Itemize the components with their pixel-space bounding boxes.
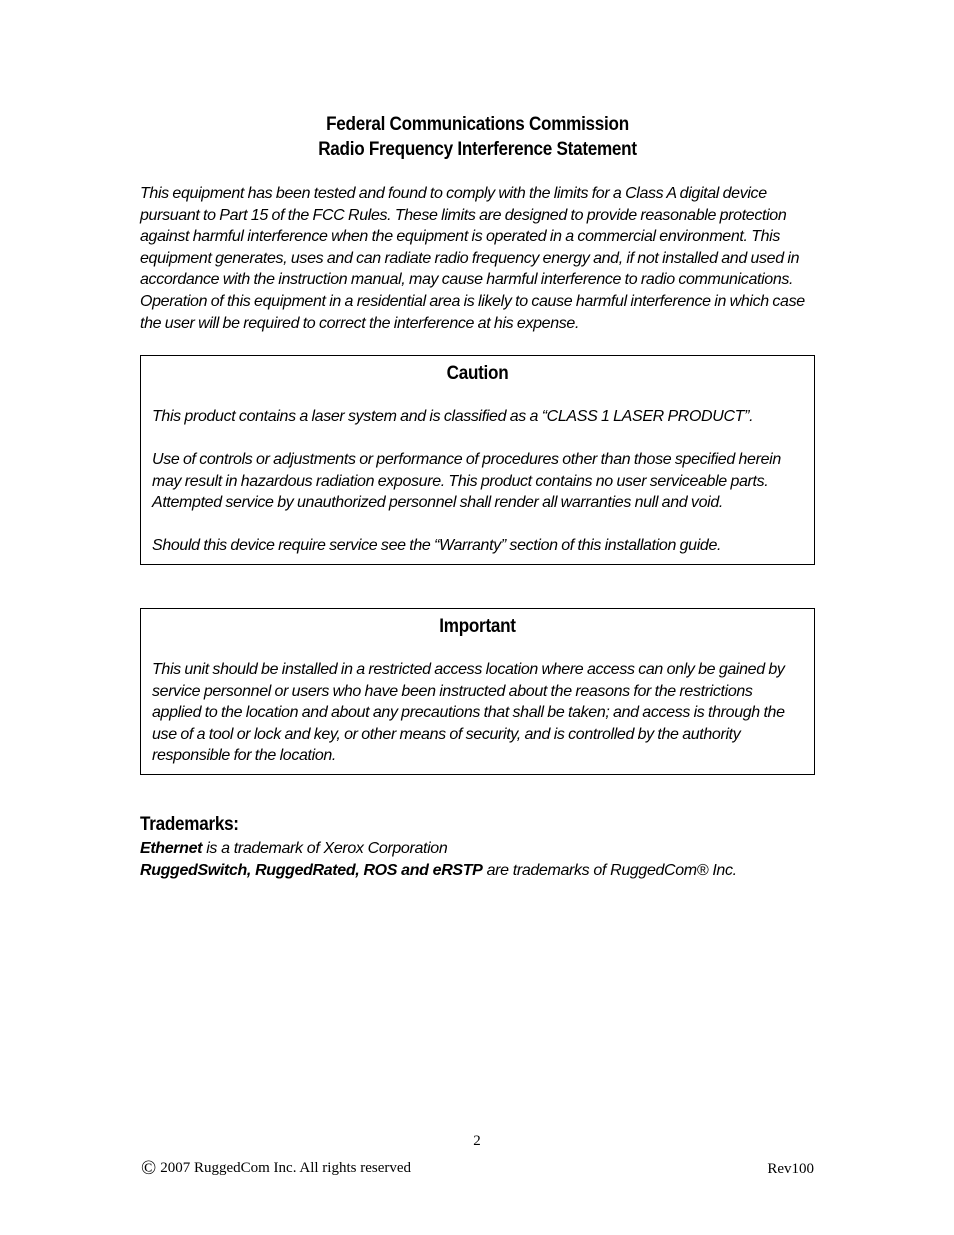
page-number: 2 (473, 1133, 481, 1149)
important-box (140, 608, 815, 775)
trademark-2-owner: are trademarks of RuggedCom® Inc. (482, 862, 737, 879)
trademark-1-name: Ethernet (140, 840, 203, 857)
important-paragraph: This unit should be installed in a restricted access location where access can only be gained by service personnel or users who have been instructed about the reasons for the restrictions applied to the location and about any precautions that shall be taken; and access is through the use of a tool or lock and key, or other means of security, and is controlled by the authority responsible for the location. (152, 661, 785, 764)
footer-copyright (141, 1157, 411, 1179)
copyright-icon: © (141, 1157, 157, 1179)
trademarks-heading: Trademarks: (140, 814, 239, 835)
fcc-statement-paragraph: This equipment has been tested and found to comply with the limits for a Class A digital device pursuant to Part 15 of the FCC Rules. These limits are designed to provide reasonable protection against harmful interference when the equipment is operated in a commercial environment. This equipment generates, uses and can radiate radio frequency energy and, if not installed and used in accordance with the instruction manual, may cause harmful interference to radio communications. Operation of this equipment in a residential area is likely to cause harmful interference in which case the user will be required to correct the interference at his expense. (140, 185, 805, 332)
caution-box (140, 355, 815, 565)
caution-paragraph-2: Use of controls or adjustments or performance of procedures other than those specified herein may result in hazardous radiation exposure. This product contains no user serviceable parts. Attempted service by unauthorized personnel shall render all warranties null and void. (152, 451, 781, 511)
trademark-line-1 (140, 838, 815, 860)
trademark-2-names: RuggedSwitch, RuggedRated, ROS and eRSTP (140, 862, 483, 879)
caution-heading: Caution (446, 363, 509, 384)
trademarks-section (140, 812, 815, 882)
document-page (140, 112, 815, 879)
document-title (174, 112, 782, 162)
copyright-text: 2007 RuggedCom Inc. All rights reserved (160, 1160, 411, 1176)
trademark-line-2 (140, 860, 815, 882)
important-heading: Important (439, 616, 516, 637)
caution-paragraph-3: Should this device require service see the “Warranty” section of this installation guide. (152, 537, 722, 554)
caution-paragraph-1: This product contains a laser system and is classified as a “CLASS 1 LASER PRODUCT”. (152, 408, 754, 425)
trademark-1-owner: is a trademark of Xerox Corporation (202, 840, 448, 857)
footer-revision: Rev100 (767, 1161, 814, 1177)
title-line-1: Federal Communications Commission (326, 114, 629, 135)
title-line-2: Radio Frequency Interference Statement (318, 139, 637, 160)
